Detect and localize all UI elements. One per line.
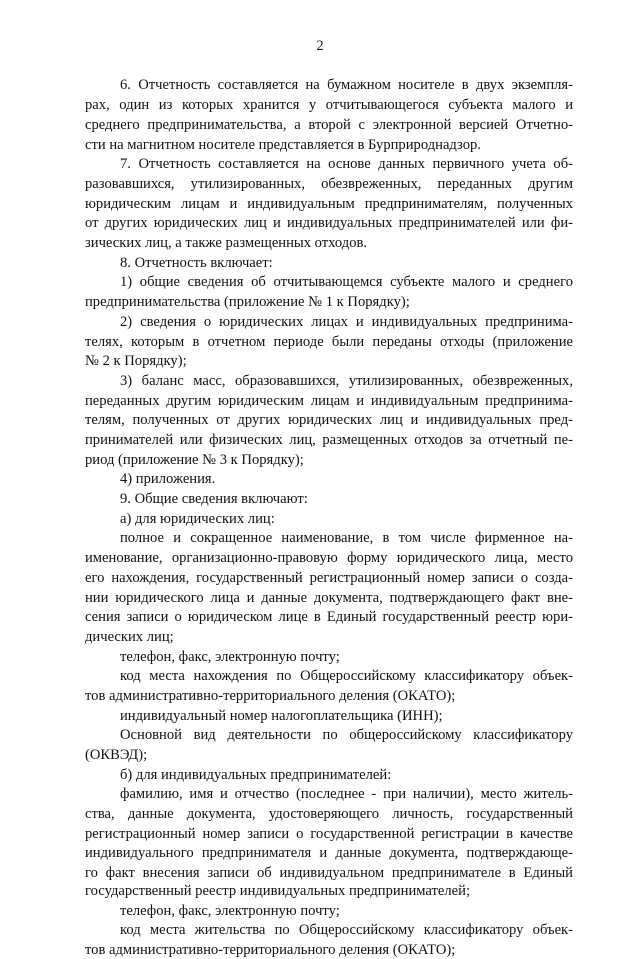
text-line: его нахождения, государственный регистрационный номер записи о созда- — [85, 570, 573, 586]
text-line: рах, один из которых хранится у отчитывающегося субъекта малого и — [85, 97, 573, 113]
text-line: регистрационный номер записи о государственной регистрации в качестве — [85, 826, 573, 842]
text-line: риод (приложение № 3 к Порядку); — [85, 452, 304, 468]
text-line: разовавшихся, утилизированных, обезвреженных, переданных другим — [85, 176, 573, 192]
text-line: среднего предпринимательства, а второй с электронной версией Отчетно- — [85, 117, 573, 133]
text-line: (ОКВЭД); — [85, 747, 148, 763]
text-line: нии юридического лица и данные документа, подтверждающего факт вне- — [85, 590, 573, 606]
text-line: полное и сокращенное наименование, в том числе фирменное на- — [120, 530, 573, 546]
text-line: переданных другим юридическим лицам и индивидуальным предпринима- — [85, 393, 573, 409]
text-line: предпринимательства (приложение № 1 к Порядку); — [85, 294, 410, 310]
text-line: код места жительства по Общероссийскому классификатору объек- — [120, 922, 573, 939]
text-line: 4) приложения. — [120, 471, 216, 487]
text-line: юридическим лицам и индивидуальным предпринимателям, полученных — [85, 196, 573, 212]
text-line: дических лиц; — [85, 629, 174, 645]
text-line: телефон, факс, электронную почту; — [120, 649, 340, 665]
text-line: № 2 к Порядку); — [85, 353, 187, 369]
text-line: зических лиц, а также размещенных отходов. — [85, 235, 368, 251]
text-line: а) для юридических лиц: — [120, 511, 275, 527]
text-line: тов административно-территориального деления (ОКАТО); — [85, 941, 456, 958]
text-line: 7. Отчетность составляется на основе данных первичного учета об- — [120, 156, 573, 172]
text-line: го факт внесения записи об индивидуальном предпринимателе в Единый — [85, 865, 573, 881]
text-line: от других юридических лиц и индивидуальных предпринимателей или фи- — [85, 215, 573, 231]
text-line: телям, полученных от других юридических лиц и индивидуальных пред- — [85, 412, 573, 428]
text-line: б) для индивидуальных предпринимателей: — [120, 767, 392, 783]
text-line: принимателей или физических лиц, размещенных отходов за отчетный пе- — [85, 432, 573, 448]
text-line: код места нахождения по Общероссийскому классификатору объек- — [120, 668, 573, 684]
text-line: 6. Отчетность составляется на бумажном носителе в двух экземпля- — [120, 77, 573, 93]
text-line: индивидуального предпринимателя и данные документа, подтверждающе- — [85, 845, 573, 861]
text-line: фамилию, имя и отчество (последнее - при наличии), место житель- — [120, 786, 573, 802]
text-line: 3) баланс масс, образовавшихся, утилизированных, обезвреженных, — [120, 373, 573, 389]
text-line: 1) общие сведения об отчитывающемся субъекте малого и среднего — [120, 274, 573, 290]
text-line: именование, организационно-правовую форму юридического лица, место — [85, 550, 573, 566]
text-line: 9. Общие сведения включают: — [120, 491, 308, 507]
text-line: тов административно-территориального деления (ОКАТО); — [85, 688, 456, 704]
text-line: индивидуальный номер налогоплательщика (ИНН); — [120, 708, 443, 724]
text-line: сти на магнитном носителе представляется в Бурприроднадзор. — [85, 137, 481, 153]
text-line: ства, данные документа, удостоверяющего личность, государственный — [85, 806, 573, 822]
page-number: 2 — [316, 38, 324, 54]
text-line: сения записи о юридическом лице в Единый государственный реестр юри- — [85, 609, 573, 625]
text-line: Основной вид деятельности по общероссийскому классификатору — [120, 727, 573, 743]
text-line: государственный реестр индивидуальных предпринимателей; — [85, 883, 471, 899]
text-line: телях, которым в отчетном периоде были переданы отходы (приложение — [85, 334, 573, 350]
text-line: 8. Отчетность включает: — [120, 255, 273, 271]
text-line: телефон, факс, электронную почту; — [120, 902, 340, 919]
text-line: 2) сведения о юридических лицах и индивидуальных предпринима- — [120, 314, 573, 330]
